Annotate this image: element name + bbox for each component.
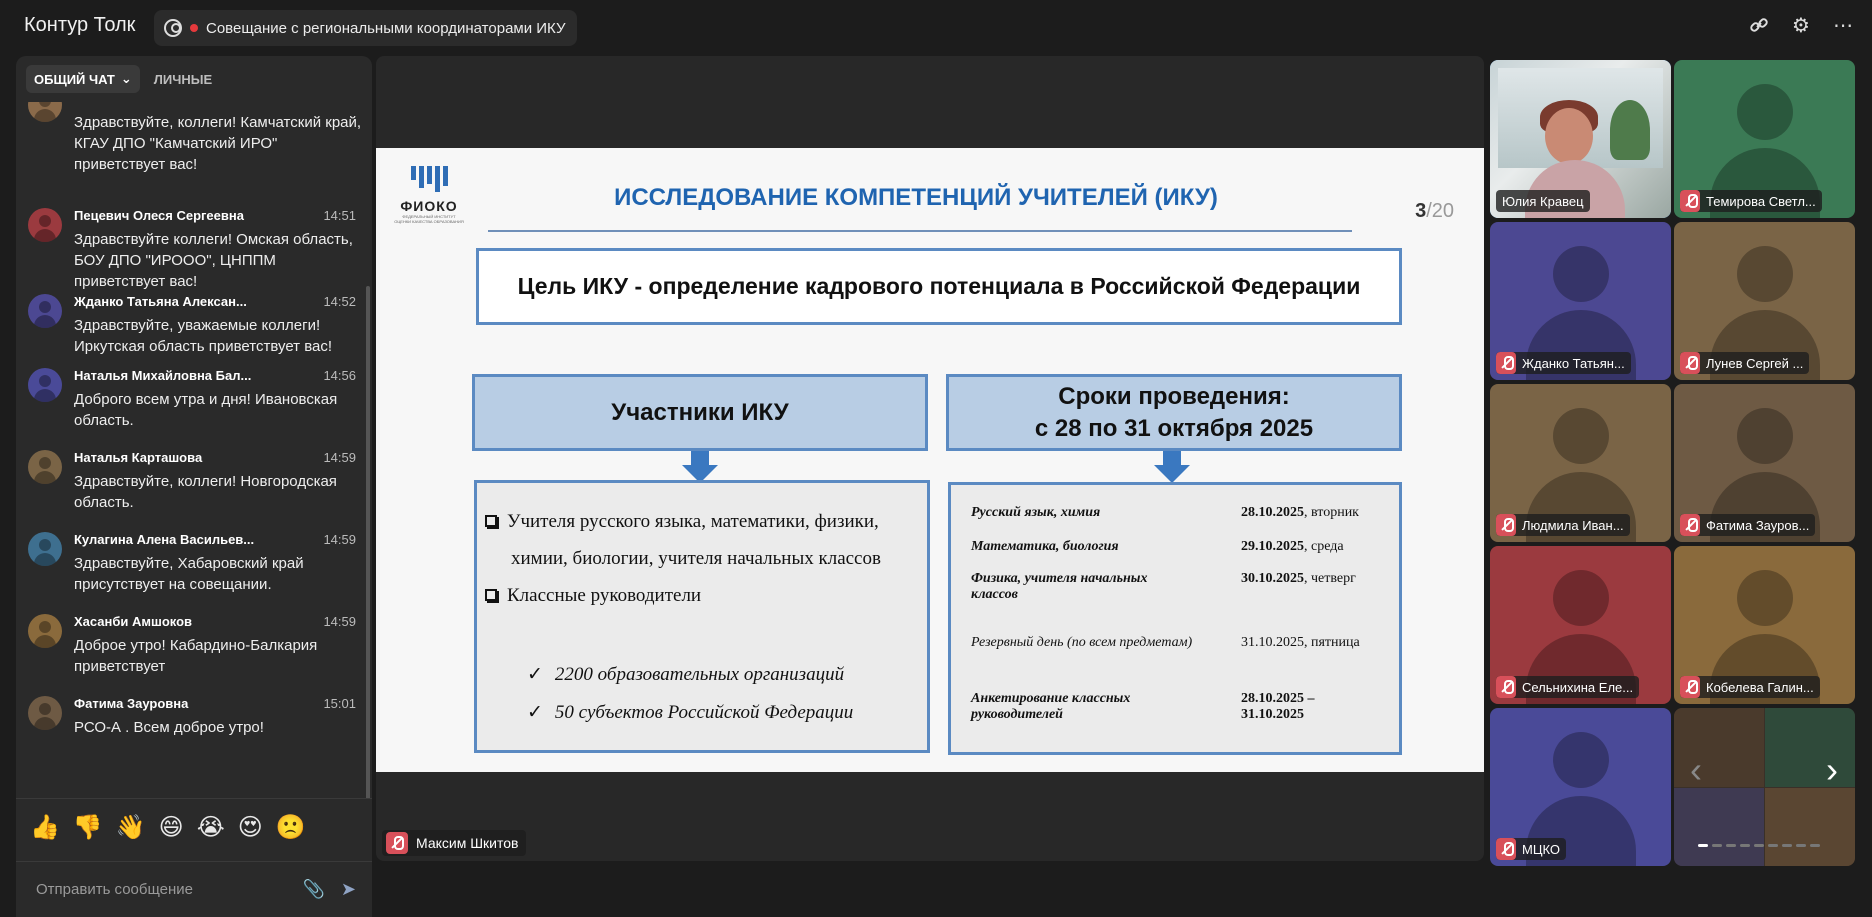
- checkbox-bullet-icon: [485, 515, 497, 527]
- message-text: Доброго всем утра и дня! Ивановская область.: [74, 391, 338, 429]
- message-time: 15:01: [323, 696, 356, 711]
- mic-off-icon: [1496, 838, 1516, 860]
- logo-subtitle: ФЕДЕРАЛЬНЫЙ ИНСТИТУТ ОЦЕНКИ КАЧЕСТВА ОБРАЗОВАНИЯ: [394, 214, 464, 224]
- schedule-list: Русский язык, химия 28.10.2025, вторник Математика, биология 29.10.2025, среда Физика, учителя начальных классов 30.10.2025, четверг Резервный день (по всем предметам) 31.10.2025, пятница Анкетирование классных руководителей 28.10.2025 – 31.10.2025: [948, 482, 1402, 755]
- mic-off-icon: [1680, 352, 1700, 374]
- message-author: Кулагина Алена Васильев...: [74, 532, 255, 547]
- arrow-down-icon: [682, 451, 718, 483]
- participant-name-tag: Кобелева Галин...: [1680, 676, 1820, 698]
- avatar: [1553, 246, 1609, 302]
- title-divider: [488, 230, 1352, 232]
- participant-tile[interactable]: [1674, 60, 1855, 218]
- slide-page-number: 3/20: [1415, 200, 1454, 222]
- message-text: Здравствуйте, коллеги! Новгородская область.: [74, 473, 337, 511]
- participant-name-tag: Лунев Сергей ...: [1680, 352, 1809, 374]
- participant-tile[interactable]: [1674, 546, 1855, 704]
- participant-name-tag: Людмила Иван...: [1496, 514, 1630, 536]
- message-author: Хасанби Амшоков: [74, 614, 193, 629]
- tab-general-label: ОБЩИЙ ЧАТ: [34, 71, 115, 87]
- thumbs-up-icon[interactable]: 👍: [30, 814, 60, 841]
- chevron-down-icon: ⌄: [120, 71, 132, 86]
- stat-item: ✓ 2200 образовательных организаций: [527, 664, 845, 685]
- mic-off-icon: [1680, 190, 1700, 212]
- message-text: Доброе утро! Кабардино-Балкария приветствует: [74, 637, 318, 675]
- message-time: 14:56: [323, 368, 356, 383]
- chat-message: [16, 102, 362, 173]
- participant-name-tag: Юлия Кравец: [1496, 190, 1590, 212]
- avatar: [28, 450, 62, 484]
- chat-message: [16, 368, 356, 438]
- list-item: Классные руководители: [485, 577, 701, 614]
- message-text: РСО-А . Всем доброе утро!: [74, 719, 264, 736]
- checkmark-icon: ✓: [527, 702, 543, 723]
- recording-indicator: [190, 24, 198, 32]
- gear-icon[interactable]: ⚙: [1792, 14, 1810, 37]
- top-bar: [0, 0, 1872, 56]
- participant-grid: [1486, 56, 1872, 861]
- participant-tile[interactable]: [1490, 546, 1671, 704]
- avatar: [1737, 570, 1793, 626]
- message-time: 14:59: [323, 614, 356, 629]
- laugh-icon[interactable]: 😄: [158, 814, 184, 841]
- checkmark-icon: ✓: [527, 664, 543, 685]
- chevron-right-icon[interactable]: ›: [1826, 749, 1838, 790]
- presentation-stage: [376, 56, 1484, 861]
- participant-name-tag: МЦКО: [1496, 838, 1566, 860]
- avatar: [28, 368, 62, 402]
- chat-message: [16, 532, 356, 602]
- logo-text: ФИОКО: [400, 198, 458, 214]
- presenter-tag: [382, 830, 526, 856]
- avatar: [28, 102, 62, 122]
- app-title: Контур Толк: [24, 14, 136, 36]
- participant-name-tag: Фатима Зауров...: [1680, 514, 1815, 536]
- stat-item: ✓ 50 субъектов Российской Федерации: [527, 702, 854, 723]
- cry-icon[interactable]: 😭: [196, 814, 225, 841]
- meeting-title: Совещание с региональными координаторами ИКУ: [206, 19, 566, 37]
- meeting-info-pill[interactable]: [154, 10, 577, 46]
- avatar: [1553, 732, 1609, 788]
- heart-eyes-icon[interactable]: 😍: [237, 814, 263, 841]
- tab-general-chat[interactable]: [26, 65, 140, 93]
- participant-name-tag: Жданко Татьян...: [1496, 352, 1631, 374]
- list-item: Учителя русского языка, математики, физики,: [485, 503, 879, 540]
- message-author: Фатима Зауровна: [74, 696, 189, 711]
- message-list: [16, 102, 372, 798]
- message-time: 14:59: [323, 532, 356, 547]
- message-time: 14:59: [323, 450, 356, 465]
- mic-off-icon: [1496, 676, 1516, 698]
- dates-header: Сроки проведения: с 28 по 31 октября 2025: [946, 374, 1402, 451]
- participant-tile[interactable]: [1490, 708, 1671, 866]
- fioko-logo: [394, 166, 464, 230]
- avatar: [1553, 570, 1609, 626]
- checkbox-bullet-icon: [485, 589, 497, 601]
- participants-header: Участники ИКУ: [472, 374, 928, 451]
- mic-off-icon: [1680, 514, 1700, 536]
- chat-tabs: [16, 56, 372, 102]
- message-time: 14:51: [323, 208, 356, 223]
- frown-icon[interactable]: 🙁: [275, 814, 306, 841]
- tab-private[interactable]: ЛИЧНЫЕ: [153, 71, 213, 87]
- goal-box: Цель ИКУ - определение кадрового потенциала в Российской Федерации: [476, 248, 1402, 325]
- top-actions: [1748, 14, 1854, 36]
- participants-list: [474, 480, 930, 753]
- message-text: Здравствуйте, уважаемые коллеги! Иркутская область приветствует вас!: [74, 317, 333, 355]
- avatar: [28, 532, 62, 566]
- mic-off-icon: [1496, 514, 1516, 536]
- message-input[interactable]: Отправить сообщение: [36, 881, 194, 898]
- chat-message: [16, 208, 356, 288]
- avatar: [1737, 408, 1793, 464]
- pagination-dots: [1698, 844, 1820, 847]
- participant-name-tag: Темирова Светл...: [1680, 190, 1822, 212]
- wave-icon[interactable]: 👋: [115, 814, 146, 841]
- participant-tile[interactable]: [1674, 384, 1855, 542]
- arrow-down-icon: [1154, 451, 1190, 483]
- message-time: 14:52: [323, 294, 356, 309]
- avatar: [28, 696, 62, 730]
- chat-message: [16, 294, 356, 364]
- participant-tile[interactable]: [1490, 222, 1671, 380]
- message-text: Здравствуйте, Хабаровский край присутствует на совещании.: [74, 555, 304, 593]
- chat-message: [16, 450, 356, 520]
- participant-tile[interactable]: [1674, 222, 1855, 380]
- avatar: [28, 208, 62, 242]
- slide: [376, 148, 1484, 772]
- message-author: Наталья Карташова: [74, 450, 203, 465]
- avatar: [28, 294, 62, 328]
- reaction-bar: [16, 798, 372, 856]
- message-author: Пецевич Олеся Сергеевна: [74, 208, 244, 223]
- mic-off-icon: [1680, 676, 1700, 698]
- message-author: Жданко Татьяна Алексан...: [74, 294, 247, 309]
- participant-tile[interactable]: [1490, 60, 1671, 218]
- link-icon[interactable]: [1748, 14, 1770, 36]
- list-item: химии, биологии, учителя начальных классов: [511, 548, 881, 569]
- chevron-left-icon[interactable]: ‹: [1690, 749, 1702, 790]
- slide-title: ИССЛЕДОВАНИЕ КОМПЕТЕНЦИЙ УЧИТЕЛЕЙ (ИКУ): [614, 184, 1218, 211]
- paperclip-icon[interactable]: 📎: [302, 879, 325, 899]
- thumbs-down-icon[interactable]: 👎: [72, 814, 103, 841]
- message-text: Здравствуйте коллеги! Омская область, БОУ ДПО "ИРООО", ЦНППМ приветствует вас!: [74, 231, 353, 290]
- chat-scrollbar[interactable]: [366, 286, 370, 801]
- message-author: Наталья Михайловна Бал...: [74, 368, 252, 383]
- participant-tile[interactable]: [1490, 384, 1671, 542]
- chat-message: [16, 614, 356, 684]
- message-text: Здравствуйте, коллеги! Камчатский край, КГАУ ДПО "Камчатский ИРО" приветствует вас!: [74, 114, 362, 173]
- more-icon[interactable]: ⋯: [1833, 14, 1853, 37]
- mic-off-icon: [1496, 352, 1516, 374]
- send-icon[interactable]: ➤: [340, 879, 356, 899]
- participant-name-tag: Сельнихина Еле...: [1496, 676, 1639, 698]
- message-composer[interactable]: [16, 861, 372, 917]
- presenter-name: Максим Шкитов: [416, 835, 519, 851]
- mic-off-icon: [386, 832, 408, 854]
- chat-panel: [16, 56, 372, 899]
- avatar: [1553, 408, 1609, 464]
- avatar: [28, 614, 62, 648]
- more-participants-tile[interactable]: [1674, 708, 1855, 866]
- meeting-icon: [164, 19, 182, 37]
- avatar: [1737, 84, 1793, 140]
- chat-message: [16, 696, 356, 746]
- avatar: [1737, 246, 1793, 302]
